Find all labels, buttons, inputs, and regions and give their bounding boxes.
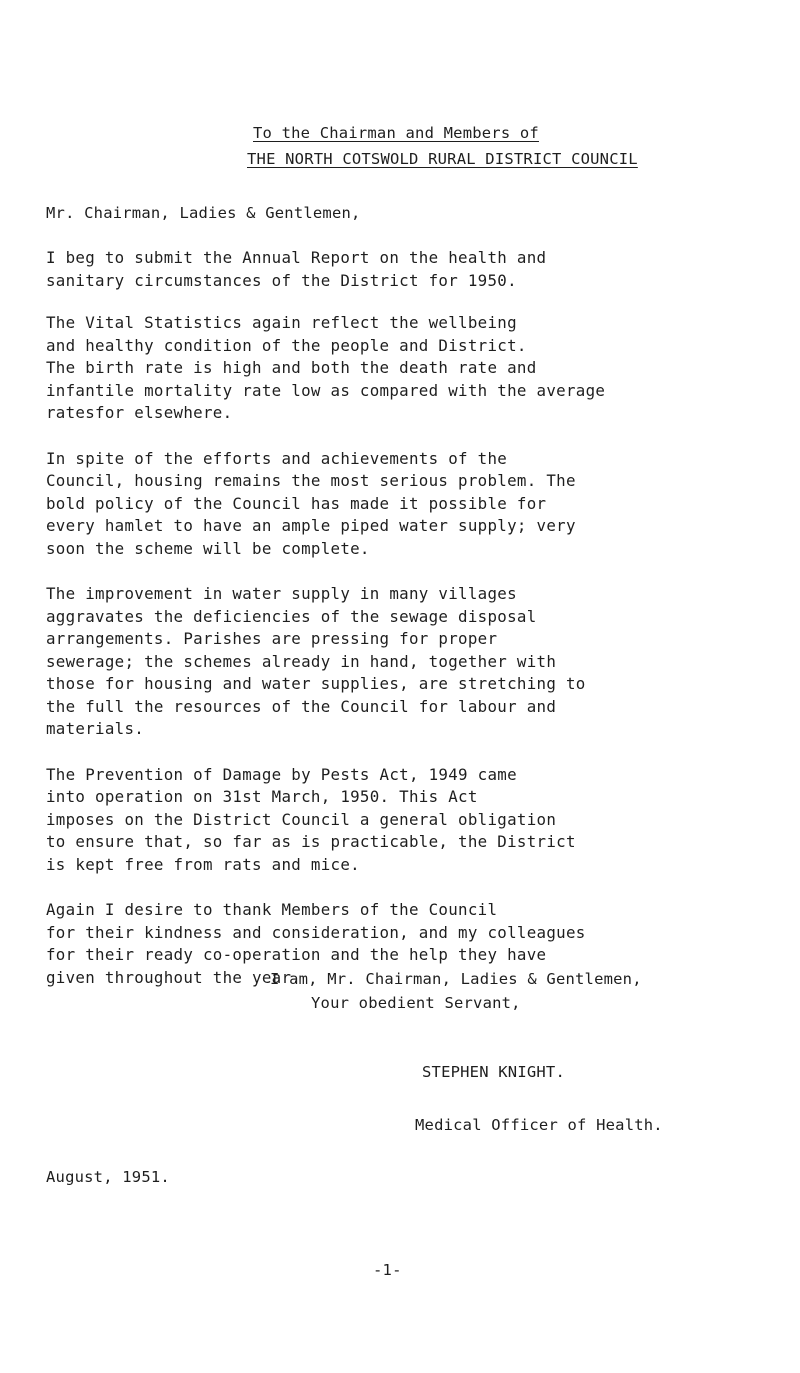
closing-line-2: Your obedient Servant, [311, 994, 521, 1012]
signature-title: Medical Officer of Health. [415, 1116, 663, 1134]
paragraph-5: The Prevention of Damage by Pests Act, 1949 came into operation on 31st March, 1950. This Act imposes on the District Council a general obligation to ensure that, so far as is practicable, the District is kept free from rats and mice. [46, 764, 576, 874]
page-number: -1- [373, 1261, 402, 1279]
paragraph-3: In spite of the efforts and achievements of the Council, housing remains the most serious problem. The bold policy of the Council has made it possible for every hamlet to have an ample piped water supply; very soon the scheme will be complete. [46, 448, 576, 558]
paragraph-4: The improvement in water supply in many villages aggravates the deficiencies of the sewage disposal arrangements. Parishes are pressing for proper sewerage; the schemes already in hand, together with those for housing and water supplies, are stretching to the full the resources of the Council for labour and materials. [46, 584, 586, 738]
letter-body [46, 247, 786, 989]
paragraph-2: The Vital Statistics again reflect the wellbeing and healthy condition of the people and District. The birth rate is high and both the death rate and infantile mortality rate low as compared with the average ratesfor elsewhere. [46, 313, 606, 422]
paragraph-1: I beg to submit the Annual Report on the health and sanitary circumstances of the District for 1950. [46, 248, 547, 290]
paragraph-6: Again I desire to thank Members of the Council for their kindness and consideration, and my colleagues for their ready co-operation and the help they have given throughout the year. [46, 900, 586, 987]
report-date: August, 1951. [46, 1168, 170, 1186]
signature-name: STEPHEN KNIGHT. [422, 1063, 565, 1081]
closing-line-1: I am, Mr. Chairman, Ladies & Gentlemen, [270, 970, 642, 988]
salutation: Mr. Chairman, Ladies & Gentlemen, [46, 204, 361, 222]
addressee-line-1: To the Chairman and Members of [253, 124, 539, 142]
addressee-line-2: THE NORTH COTSWOLD RURAL DISTRICT COUNCIL [247, 150, 638, 168]
